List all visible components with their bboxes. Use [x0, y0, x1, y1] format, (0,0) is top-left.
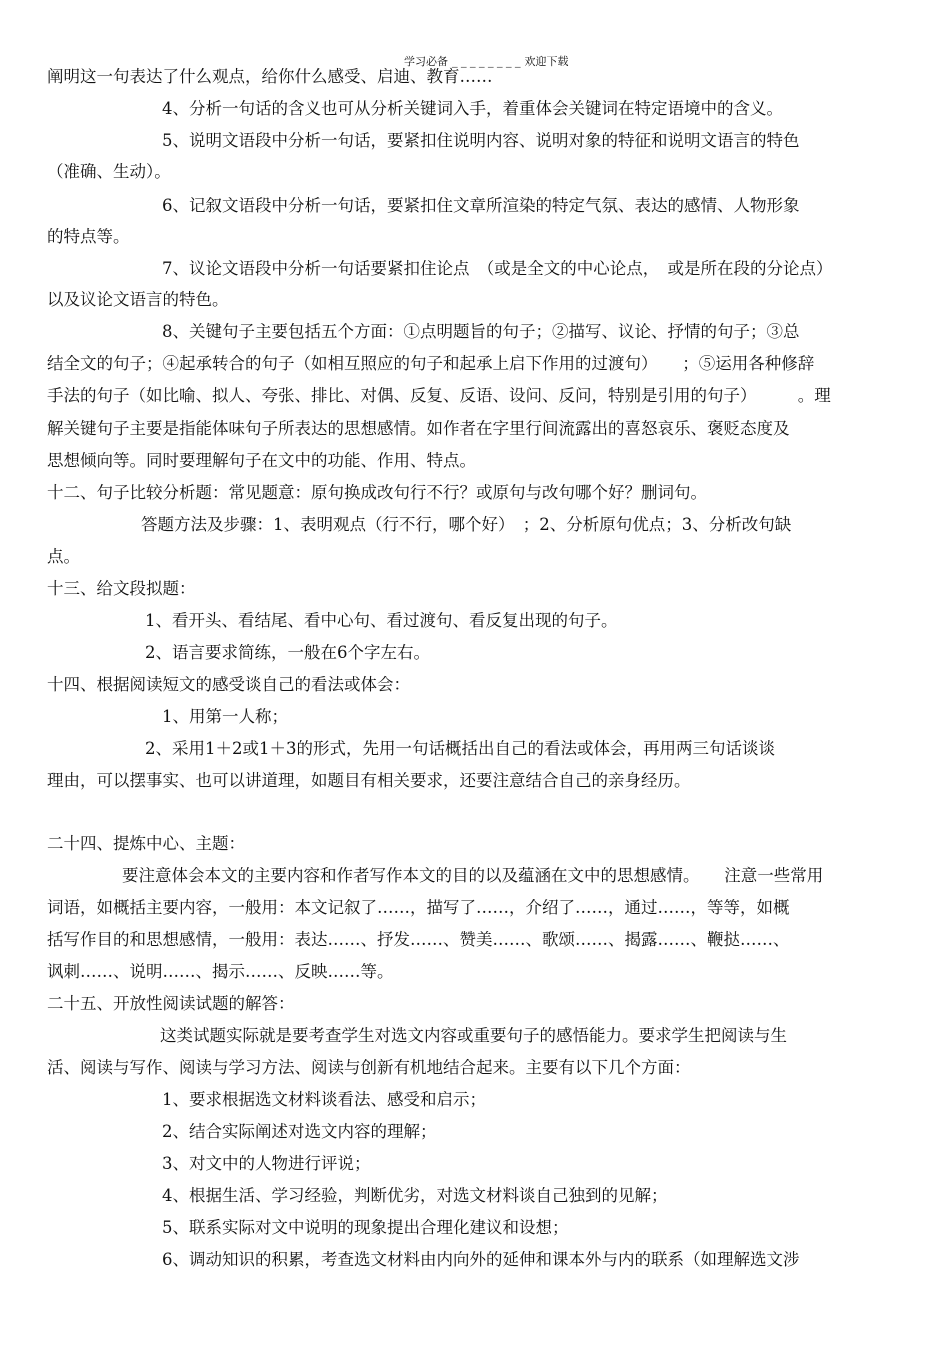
text-line: 讽刺……、说明……、揭示……、反映……等。 [47, 962, 394, 981]
text-line: 的特点等。 [47, 227, 130, 246]
header-left-text: 学习必备 [404, 55, 448, 68]
text-line: 5、说明文语段中分析一句话，要紧扣住说明内容、说明对象的特征和说明文语言的特色 [162, 131, 800, 150]
text-line: 8、关键句子主要包括五个方面：①点明题旨的句子；②描写、议论、抒情的句子；③总 [162, 322, 800, 341]
text-line: 理由，可以摆事实、也可以讲道理，如题目有相关要求，还要注意结合自己的亲身经历。 [47, 771, 691, 790]
text-line: 点。 [47, 547, 80, 566]
list-item: 1、要求根据选文材料谈看法、感受和启示； [162, 1090, 486, 1109]
text-line: 以及议论文语言的特色。 [47, 290, 229, 309]
text-line: 手法的句子（如比喻、拟人、夸张、排比、对偶、反复、反语、设问、反问，特别是引用的句子） 。理 [47, 386, 831, 405]
text-line: 要注意体会本文的主要内容和作者写作本文的目的以及蕴涵在文中的思想感情。 注意一些常用 [122, 866, 824, 885]
section-heading: 十三、给文段拟题： [47, 579, 196, 598]
text-line: 括写作目的和思想感情，一般用：表达……、抒发……、赞美……、歌颂……、揭露……、鞭挞……、 [47, 930, 790, 949]
list-item: 4、根据生活、学习经验，判断优劣，对选文材料谈自己独到的见解； [162, 1186, 668, 1205]
header-right-text: 欢迎下载 [524, 55, 569, 68]
text-line: 这类试题实际就是要考查学生对选文内容或重要句子的感悟能力。要求学生把阅读与生 [160, 1026, 787, 1045]
text-line: 词语，如概括主要内容，一般用：本文记叙了……，描写了……，介绍了……，通过……，等等，如概 [47, 898, 790, 917]
section-heading: 十四、根据阅读短文的感受谈自己的看法或体会： [47, 675, 410, 694]
list-item: 5、联系实际对文中说明的现象提出合理化建议和设想； [162, 1218, 569, 1237]
page-header [397, 40, 568, 69]
text-line: 4、分析一句话的含义也可从分析关键词入手，着重体会关键词在特定语境中的含义。 [162, 99, 783, 118]
section-heading: 十二、句子比较分析题：常见题意：原句换成改句行不行？或原句与改句哪个好？删词句。 [47, 483, 707, 502]
text-line: 6、记叙文语段中分析一句话，要紧扣住文章所渲染的特定气氛、表达的感情、人物形象 [162, 196, 800, 215]
header-separator: _ _ _ _ _ _ _ _ [452, 55, 521, 68]
text-line: 思想倾向等。同时要理解句子在文中的功能、作用、特点。 [47, 451, 476, 470]
list-item: 2、结合实际阐述对选文内容的理解； [162, 1122, 437, 1141]
text-line: 阐明这一句表达了什么观点，给你什么感受、启迪、教育…… [47, 67, 493, 86]
text-line: 结全文的句子；④起承转合的句子（如相互照应的句子和起承上启下作用的过渡句） ；⑤运用各种修辞 [47, 354, 815, 373]
section-heading: 二十五、开放性阅读试题的解答： [47, 994, 295, 1013]
section-heading: 二十四、提炼中心、主题： [47, 834, 245, 853]
text-line: 7、议论文语段中分析一句话要紧扣住论点 （或是全文的中心论点， 或是所在段的分论点） [162, 259, 833, 278]
list-item: 1、用第一人称； [162, 707, 288, 726]
list-item: 3、对文中的人物进行评说； [162, 1154, 371, 1173]
list-item: 6、调动知识的积累，考查选文材料由内向外的延伸和课本外与内的联系（如理解选文涉 [162, 1250, 800, 1269]
text-line: 答题方法及步骤：1、表明观点（行不行，哪个好） ；2、分析原句优点；3、分析改句缺 [141, 515, 792, 534]
list-item: 1、看开头、看结尾、看中心句、看过渡句、看反复出现的句子。 [145, 611, 618, 630]
text-line: 活、阅读与写作、阅读与学习方法、阅读与创新有机地结合起来。主要有以下几个方面： [47, 1058, 691, 1077]
list-item: 2、语言要求简练，一般在6个字左右。 [145, 643, 430, 662]
text-line: （准确、生动）。 [47, 162, 171, 181]
list-item: 2、采用1＋2或1＋3的形式，先用一句话概括出自己的看法或体会，再用两三句话谈谈 [145, 739, 775, 758]
text-line: 解关键句子主要是指能体味句子所表达的思想感情。如作者在字里行间流露出的喜怒哀乐、褒贬态度及 [47, 419, 790, 438]
